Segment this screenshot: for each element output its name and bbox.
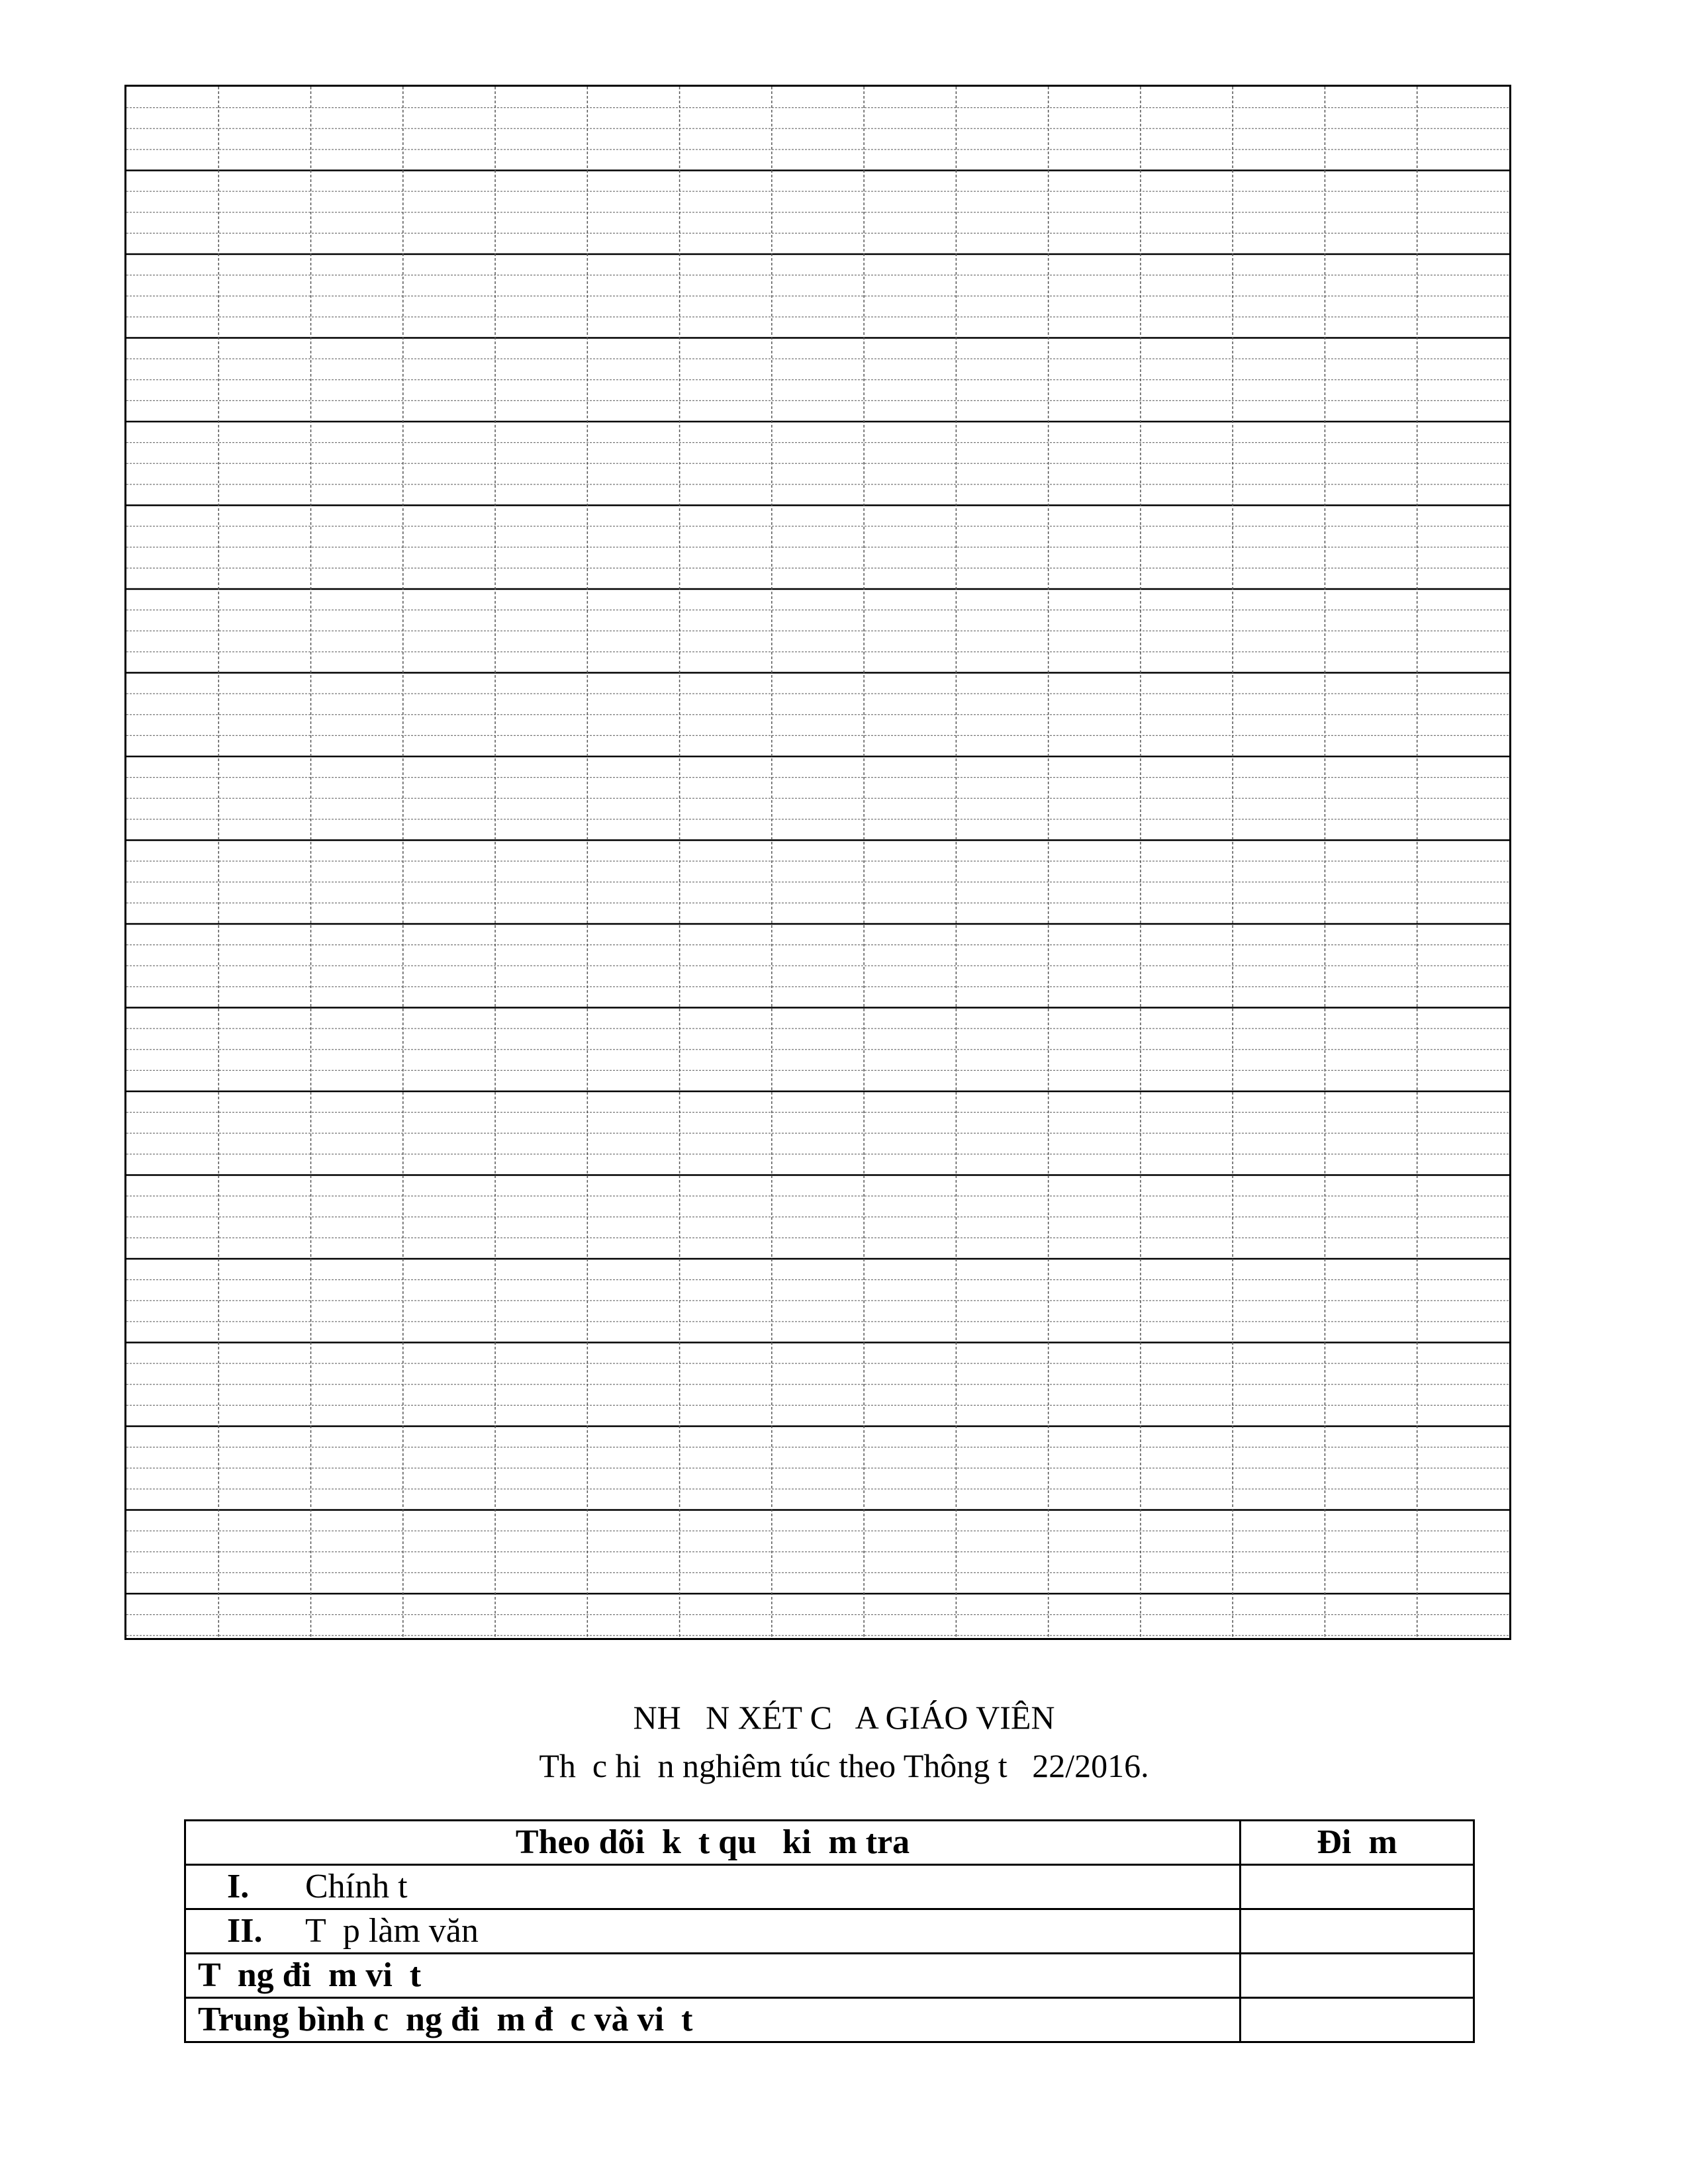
header-tracking: Theo dõi k t qu ki m tra xyxy=(185,1821,1241,1865)
row-number: II. xyxy=(227,1912,263,1950)
table-row xyxy=(185,1998,1474,2042)
score-cell[interactable] xyxy=(1241,1909,1474,1954)
table-row xyxy=(185,1865,1474,1909)
table-row xyxy=(185,1954,1474,1998)
row-label: T p làm văn xyxy=(305,1912,479,1950)
handwriting-practice-grid xyxy=(124,85,1511,1640)
table-row xyxy=(185,1909,1474,1954)
row-label: T ng đi m vi t xyxy=(185,1954,1241,1998)
row-label: Chính t xyxy=(305,1868,408,1905)
score-cell[interactable] xyxy=(1241,1954,1474,1998)
score-tracking-table xyxy=(184,1819,1475,2043)
score-cell[interactable] xyxy=(1241,1865,1474,1909)
row-label: Trung bình c ng đi m đ c và vi t xyxy=(185,1998,1241,2042)
table-header-row xyxy=(185,1821,1474,1865)
row-number: I. xyxy=(227,1868,250,1905)
teacher-comment-title: NH N XÉT C A GIÁO VIÊN xyxy=(633,1699,1055,1736)
score-cell[interactable] xyxy=(1241,1998,1474,2042)
grid-lines xyxy=(126,87,1509,1638)
teacher-comment-subtitle: Th c hi n nghiêm túc theo Thông t 22/2016. xyxy=(539,1747,1149,1784)
header-score: Đi m xyxy=(1241,1821,1474,1865)
